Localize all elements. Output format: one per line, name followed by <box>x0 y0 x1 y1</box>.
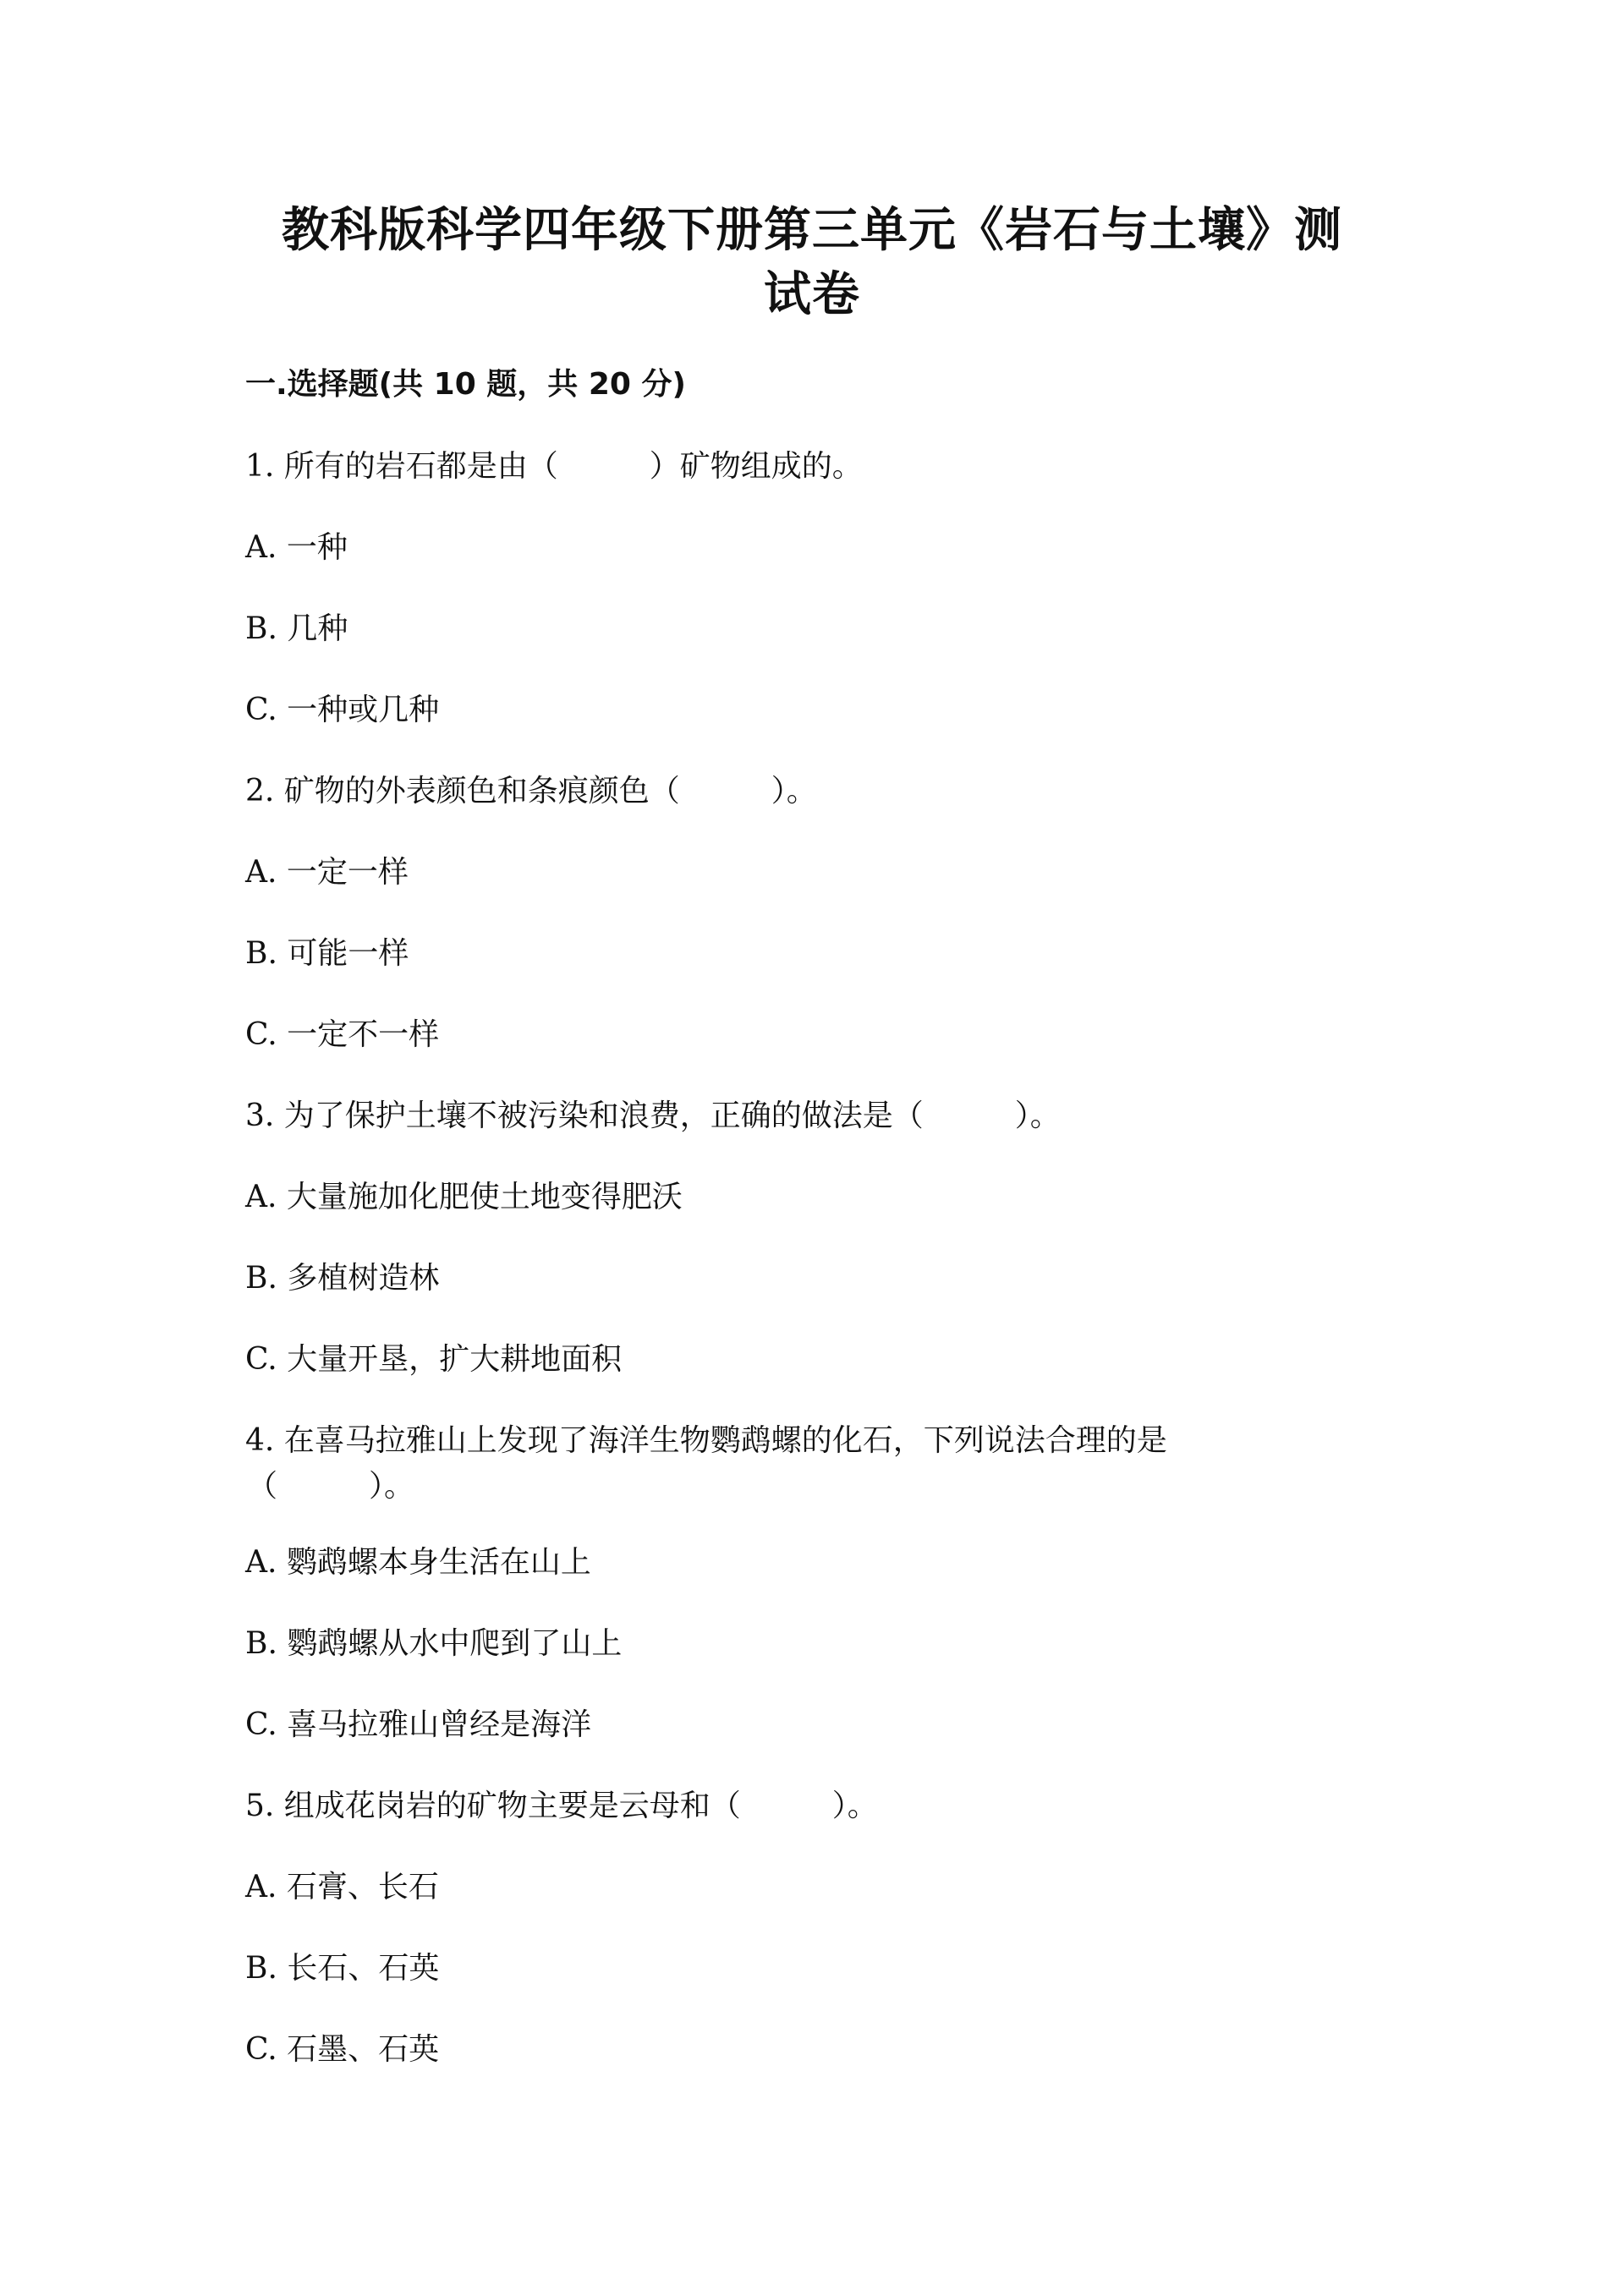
section-header: 一.选择题(共 10 题，共 20 分) <box>245 367 686 402</box>
question-5-option-c: C. 石墨、石英 <box>245 2032 440 2067</box>
question-3-option-a: A. 大量施加化肥使土地变得肥沃 <box>245 1180 683 1214</box>
question-2-option-b: B. 可能一样 <box>245 936 409 971</box>
question-1-option-a: A. 一种 <box>245 530 348 565</box>
question-3-option-b: B. 多植树造林 <box>245 1261 440 1296</box>
question-5-option-b: B. 长石、石英 <box>245 1951 440 1986</box>
question-4-option-b: B. 鹦鹉螺从水中爬到了山上 <box>245 1626 623 1661</box>
question-1-option-c: C. 一种或几种 <box>245 693 440 727</box>
page-title-line-1: 教科版科学四年级下册第三单元《岩石与土壤》测 <box>282 203 1342 258</box>
page-title-line-2: 试卷 <box>764 267 860 322</box>
question-4-stem: 4. 在喜马拉雅山上发现了海洋生物鹦鹉螺的化石，下列说法合理的是 <box>245 1423 1167 1458</box>
question-3-option-c: C. 大量开垦，扩大耕地面积 <box>245 1342 623 1377</box>
question-3-stem: 3. 为了保护土壤不被污染和浪费，正确的做法是（ ）。 <box>245 1099 1061 1133</box>
question-4-option-a: A. 鹦鹉螺本身生活在山上 <box>245 1545 591 1580</box>
question-4-stem-continued: （ ）。 <box>247 1469 415 1504</box>
question-2-option-c: C. 一定不一样 <box>245 1017 440 1052</box>
question-1-stem: 1. 所有的岩石都是由（ ）矿物组成的。 <box>245 449 863 484</box>
question-5-stem: 5. 组成花岗岩的矿物主要是云母和（ ）。 <box>245 1789 878 1823</box>
question-2-stem: 2. 矿物的外表颜色和条痕颜色（ ）。 <box>245 774 817 808</box>
question-5-option-a: A. 石膏、长石 <box>245 1870 439 1904</box>
question-1-option-b: B. 几种 <box>245 611 348 646</box>
question-4-option-c: C. 喜马拉雅山曾经是海洋 <box>245 1707 592 1742</box>
question-2-option-a: A. 一定一样 <box>245 855 409 890</box>
